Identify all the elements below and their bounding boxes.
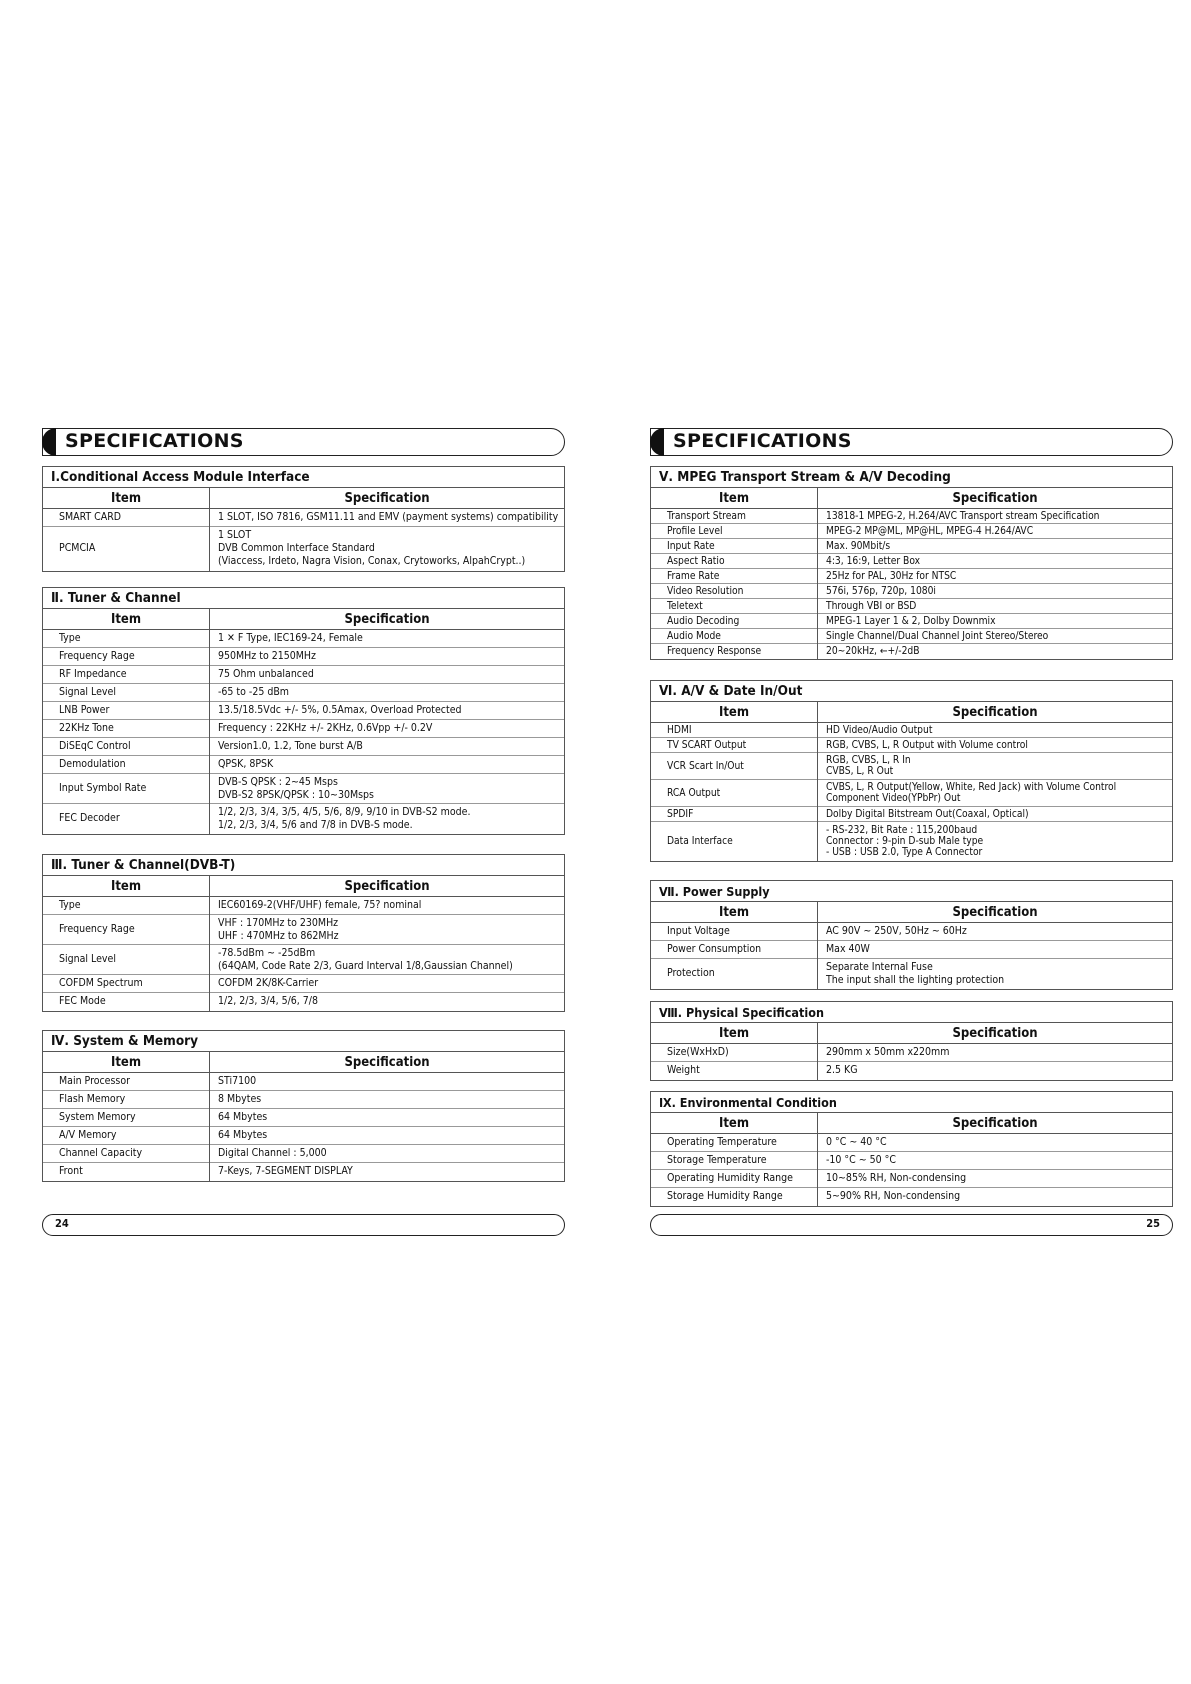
table-row [43,804,564,834]
section-title: Ⅸ. Environmental Condition [651,1092,1172,1113]
table-row [43,666,564,684]
row-item-name: SMART CARD [43,509,210,527]
spec-table [651,902,1172,989]
spec-table [651,702,1172,861]
page-title: SPECIFICATIONS [673,430,852,452]
row-item-name: Signal Level [43,945,210,975]
row-item-name: Operating Humidity Range [651,1170,818,1188]
row-item-name: Transport Stream [651,509,818,524]
spec-table [43,609,564,834]
column-header-specification: Specification [210,488,565,509]
table-row [651,738,1172,753]
row-item-name: VCR Scart In/Out [651,753,818,780]
row-item-name: LNB Power [43,702,210,720]
column-header-item: Item [43,609,210,630]
column-header-item: Item [651,702,818,723]
table-row [651,554,1172,569]
table-row [43,720,564,738]
row-specification: 2.5 KG [818,1062,1173,1080]
row-item-name: Demodulation [43,756,210,774]
row-specification: 0 °C ~ 40 °C [826,1136,887,1148]
section-av-data-io [650,680,1173,862]
row-item-name: Video Resolution [651,584,818,599]
table-row [43,1073,564,1091]
row-item-name: Aspect Ratio [651,554,818,569]
column-header-specification: Specification [210,609,565,630]
section-tuner-channel [42,587,565,835]
row-specification: 10~85% RH, Non-condensing [818,1170,1173,1188]
row-item-name: Storage Humidity Range [651,1188,818,1206]
row-specification: -10 °C ~ 50 °C [818,1152,1173,1170]
row-specification: 13818-1 MPEG-2, H.264/AVC Transport stream Specification [826,510,1100,522]
row-specification: Single Channel/Dual Channel Joint Stereo/Stereo [818,629,1173,644]
row-item-name: Channel Capacity [43,1145,210,1163]
column-header-specification: Specification [818,1023,1173,1044]
row-item-name: Type [43,897,210,915]
row-specification: DVB-S QPSK : 2~45 Msps DVB-S2 8PSK/QPSK : 10~30Msps [210,774,565,804]
page-number: 25 [1146,1217,1160,1230]
section-tuner-dvbt [42,854,565,1012]
row-specification: HD Video/Audio Output [826,724,933,736]
table-row [651,822,1172,861]
column-header-item: Item [43,876,210,897]
table-row [43,684,564,702]
section-title: Ⅲ. Tuner & Channel(DVB-T) [43,855,564,876]
column-header-specification: Specification [210,876,565,897]
section-environmental [650,1091,1173,1207]
row-specification: Frequency : 22KHz +/- 2KHz, 0.6Vpp +/- 0.2V [210,720,565,738]
page-number: 24 [55,1217,69,1230]
header-cap [42,428,56,456]
table-row [651,923,1172,941]
table-row [651,509,1172,524]
row-item-name: Input Symbol Rate [43,774,210,804]
column-header-specification: Specification [818,902,1173,923]
table-row [43,702,564,720]
table-row [651,1152,1172,1170]
spec-table [43,488,564,571]
row-specification: 950MHz to 2150MHz [210,648,565,666]
row-specification: 7-Keys, 7-SEGMENT DISPLAY [210,1163,565,1181]
row-item-name: Size(WxHxD) [651,1044,818,1062]
spec-table [651,488,1172,659]
row-item-name: PCMCIA [43,527,210,571]
row-specification: COFDM 2K/8K-Carrier [210,975,565,993]
column-header-specification: Specification [818,702,1173,723]
row-item-name: Front [43,1163,210,1181]
row-item-name: Power Consumption [651,941,818,959]
row-item-name: RF Impedance [43,666,210,684]
row-item-name: Main Processor [43,1073,210,1091]
row-item-name: Signal Level [43,684,210,702]
row-specification: Through VBI or BSD [818,599,1173,614]
page-title: SPECIFICATIONS [65,430,244,452]
table-row [651,539,1172,554]
table-row [651,1170,1172,1188]
header-cap [650,428,664,456]
row-specification: 75 Ohm unbalanced [210,666,565,684]
row-specification: MPEG-2 MP@ML, MP@HL, MPEG-4 H.264/AVC [818,524,1173,539]
row-specification: 4:3, 16:9, Letter Box [818,554,1173,569]
row-specification: Separate Internal Fuse The input shall the lighting protection [818,959,1173,989]
table-row [43,1163,564,1181]
row-specification: Digital Channel : 5,000 [210,1145,565,1163]
table-row [43,527,564,571]
table-row [651,614,1172,629]
table-row [651,1044,1172,1062]
row-item-name: Type [43,630,210,648]
row-item-name: FEC Decoder [43,804,210,834]
table-row [651,807,1172,822]
row-item-name: TV SCART Output [651,738,818,753]
right-header-bar [650,428,1173,456]
section-title: Ⅴ. MPEG Transport Stream & A/V Decoding [651,467,1172,488]
table-row [43,756,564,774]
table-row [43,509,564,527]
row-item-name: Frequency Rage [43,648,210,666]
row-item-name: Data Interface [651,822,818,861]
table-row [651,569,1172,584]
column-header-item: Item [651,1023,818,1044]
section-cam-interface [42,466,565,572]
table-row [43,975,564,993]
table-row [651,644,1172,659]
row-specification: 290mm x 50mm x220mm [826,1046,950,1058]
section-title: Ⅳ. System & Memory [43,1031,564,1052]
table-row [43,897,564,915]
row-item-name: SPDIF [651,807,818,822]
section-title: Ⅵ. A/V & Date In/Out [651,681,1172,702]
row-item-name: Weight [651,1062,818,1080]
spec-table [651,1113,1172,1206]
table-row [651,941,1172,959]
left-footer-bar [42,1214,565,1236]
row-item-name: Audio Decoding [651,614,818,629]
row-specification: QPSK, 8PSK [210,756,565,774]
section-title: Ⅶ. Power Supply [651,881,1172,902]
column-header-specification: Specification [818,1113,1173,1134]
row-item-name: FEC Mode [43,993,210,1011]
row-item-name: Audio Mode [651,629,818,644]
row-specification: Max. 90Mbit/s [818,539,1173,554]
table-row [651,780,1172,807]
column-header-specification: Specification [210,1052,565,1073]
row-item-name: DiSEqC Control [43,738,210,756]
row-specification: 1 SLOT DVB Common Interface Standard (Viaccess, Irdeto, Nagra Vision, Conax, Crytoworks, AlpahCrypt..) [210,527,565,571]
row-item-name: Teletext [651,599,818,614]
table-row [651,584,1172,599]
section-title: Ⅰ.Conditional Access Module Interface [43,467,564,488]
row-item-name: Storage Temperature [651,1152,818,1170]
row-specification: -65 to -25 dBm [210,684,565,702]
row-specification: 20~20kHz, ←+/-2dB [818,644,1173,659]
row-specification: Dolby Digital Bitstream Out(Coaxal, Optical) [818,807,1173,822]
row-specification: 8 Mbytes [210,1091,565,1109]
table-row [43,993,564,1011]
row-specification: - RS-232, Bit Rate : 115,200baud Connector : 9-pin D-sub Male type - USB : USB 2.0, Type A Connector [818,822,1173,861]
section-title: Ⅷ. Physical Specification [651,1002,1172,1023]
row-item-name: Frequency Rage [43,915,210,945]
row-item-name: Frame Rate [651,569,818,584]
row-specification: Version1.0, 1.2, Tone burst A/B [210,738,565,756]
left-header-bar [42,428,565,456]
spec-table [43,1052,564,1181]
row-specification: 64 Mbytes [210,1109,565,1127]
row-specification: 5~90% RH, Non-condensing [818,1188,1173,1206]
row-item-name: 22KHz Tone [43,720,210,738]
row-item-name: A/V Memory [43,1127,210,1145]
spec-table [43,876,564,1011]
column-header-item: Item [43,488,210,509]
column-header-item: Item [43,1052,210,1073]
column-header-item: Item [651,1113,818,1134]
row-specification: 25Hz for PAL, 30Hz for NTSC [818,569,1173,584]
table-row [43,648,564,666]
row-item-name: Protection [651,959,818,989]
table-row [43,1091,564,1109]
row-specification: -78.5dBm ~ -25dBm (64QAM, Code Rate 2/3, Guard Interval 1/8,Gaussian Channel) [210,945,565,975]
table-row [43,1109,564,1127]
row-item-name: Profile Level [651,524,818,539]
row-item-name: HDMI [651,723,818,738]
row-item-name: Operating Temperature [651,1134,818,1152]
table-row [651,629,1172,644]
column-header-item: Item [651,902,818,923]
row-item-name: System Memory [43,1109,210,1127]
section-mpeg-decoding [650,466,1173,660]
row-specification: VHF : 170MHz to 230MHz UHF : 470MHz to 862MHz [210,915,565,945]
table-row [43,774,564,804]
section-system-memory [42,1030,565,1182]
row-item-name: Input Rate [651,539,818,554]
row-specification: IEC60169-2(VHF/UHF) female, 75? nominal [218,899,422,911]
row-specification: 1/2, 2/3, 3/4, 3/5, 4/5, 5/6, 8/9, 9/10 in DVB-S2 mode. 1/2, 2/3, 3/4, 5/6 and 7/8 in DVB-S mode. [210,804,565,834]
table-row [651,723,1172,738]
row-specification: STi7100 [218,1075,257,1087]
row-item-name: Input Voltage [651,923,818,941]
table-row [43,1127,564,1145]
row-specification: 1 SLOT, ISO 7816, GSM11.11 and EMV (payment systems) compatibility [218,511,559,523]
row-specification: 13.5/18.5Vdc +/- 5%, 0.5Amax, Overload Protected [210,702,565,720]
row-specification: 64 Mbytes [210,1127,565,1145]
row-specification: 1/2, 2/3, 3/4, 5/6, 7/8 [210,993,565,1011]
table-row [651,1134,1172,1152]
row-specification: AC 90V ~ 250V, 50Hz ~ 60Hz [826,925,967,937]
row-item-name: Flash Memory [43,1091,210,1109]
row-specification: 1 ✕ F Type, IEC169-24, Female [218,632,363,644]
row-specification: RGB, CVBS, L, R In CVBS, L, R Out [818,753,1173,780]
table-row [43,945,564,975]
row-item-name: COFDM Spectrum [43,975,210,993]
row-specification: CVBS, L, R Output(Yellow, White, Red Jack) with Volume Control Component Video(YPbPr) Out [818,780,1173,807]
section-power-supply [650,880,1173,990]
table-row [43,915,564,945]
row-specification: Max 40W [818,941,1173,959]
section-title: Ⅱ. Tuner & Channel [43,588,564,609]
row-specification: RGB, CVBS, L, R Output with Volume control [818,738,1173,753]
row-item-name: Frequency Response [651,644,818,659]
table-row [651,599,1172,614]
section-physical-spec [650,1001,1173,1081]
table-row [43,630,564,648]
column-header-specification: Specification [818,488,1173,509]
table-row [43,1145,564,1163]
right-footer-bar [650,1214,1173,1236]
row-item-name: RCA Output [651,780,818,807]
table-row [651,753,1172,780]
column-header-item: Item [651,488,818,509]
row-specification: MPEG-1 Layer 1 & 2, Dolby Downmix [818,614,1173,629]
table-row [651,1062,1172,1080]
table-row [651,1188,1172,1206]
table-row [651,524,1172,539]
row-specification: 576i, 576p, 720p, 1080i [818,584,1173,599]
table-row [43,738,564,756]
table-row [651,959,1172,989]
spec-table [651,1023,1172,1080]
